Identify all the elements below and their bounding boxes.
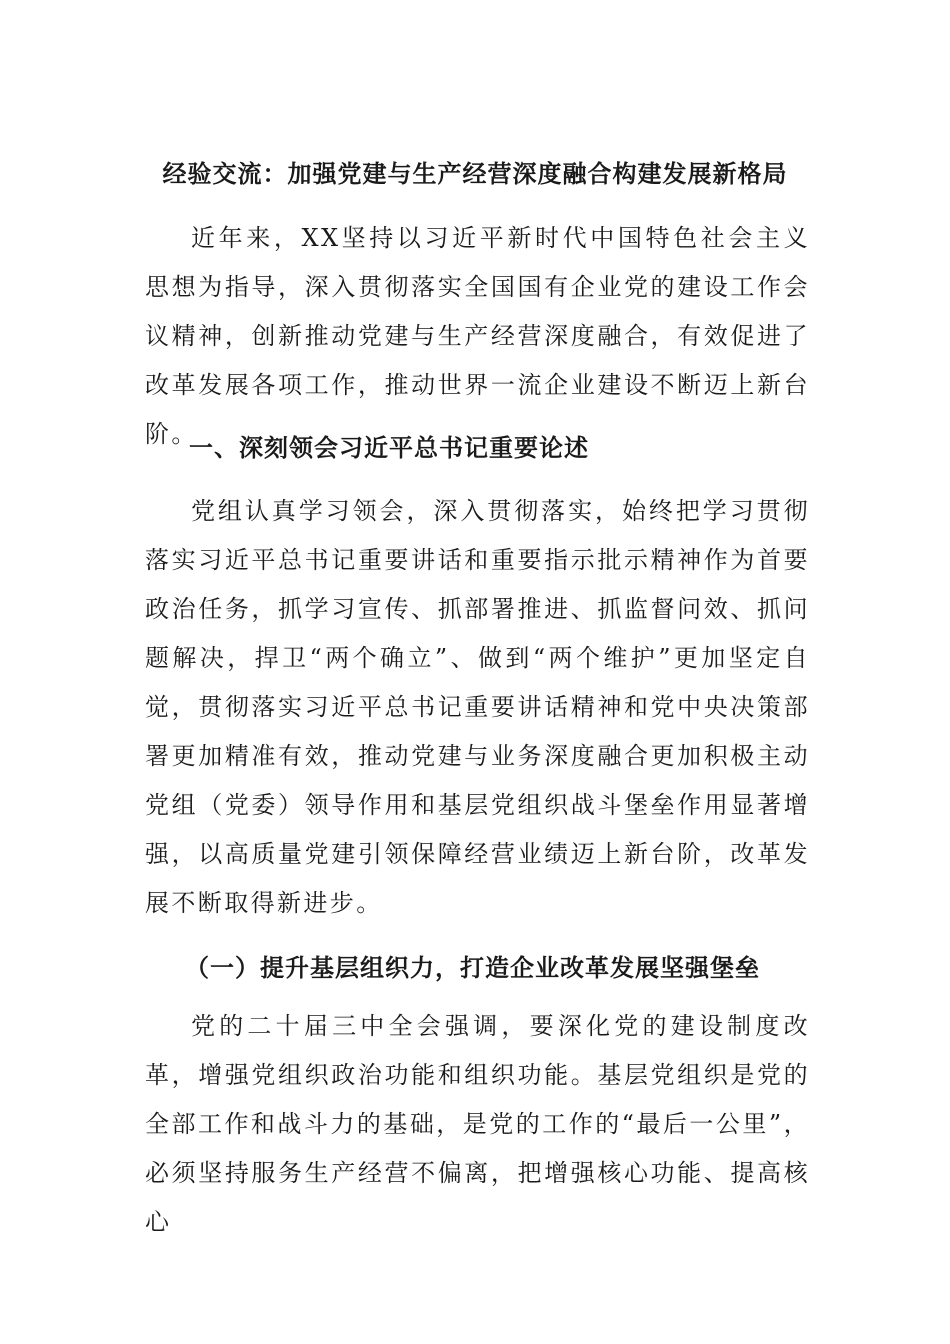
intro-paragraph: 近年来，XX坚持以习近平新时代中国特色社会主义思想为指导，深入贯彻落实全国国有企业党的建设工作会议精神，创新推动党建与生产经营深度融合，有效促进了改革发展各项工作，推动世界一流企业建设不断迈上新台阶。 bbox=[145, 224, 810, 448]
document-title: 经验交流：加强党建与生产经营深度融合构建发展新格局 bbox=[162, 159, 788, 188]
subsection-paragraph: 党的二十届三中全会强调，要深化党的建设制度改革，增强党组织政治功能和组织功能。基层党组织是党的全部工作和战斗力的基础，是党的工作的“最后一公里”，必须坚持服务生产经营不偏离，把增强核心功能、提高核心 bbox=[145, 1012, 810, 1236]
section-heading: 一、深刻领会习近平总书记重要论述 bbox=[189, 433, 589, 462]
subsection-heading: （一）提升基层组织力，打造企业改革发展坚强堡垒 bbox=[185, 953, 760, 982]
section-paragraph: 党组认真学习领会，深入贯彻落实，始终把学习贯彻落实习近平总书记重要讲话和重要指示批示精神作为首要政治任务，抓学习宣传、抓部署推进、抓监督问效、抓问题解决，捍卫“两个确立”、做到“两个维护”更加坚定自觉，贯彻落实习近平总书记重要讲话精神和党中央决策部署更加精准有效，推动党建与业务深度融合更加积极主动党组（党委）领导作用和基层党组织战斗堡垒作用显著增强，以高质量党建引领保障经营业绩迈上新台阶，改革发展不断取得新进步。 bbox=[145, 497, 810, 917]
